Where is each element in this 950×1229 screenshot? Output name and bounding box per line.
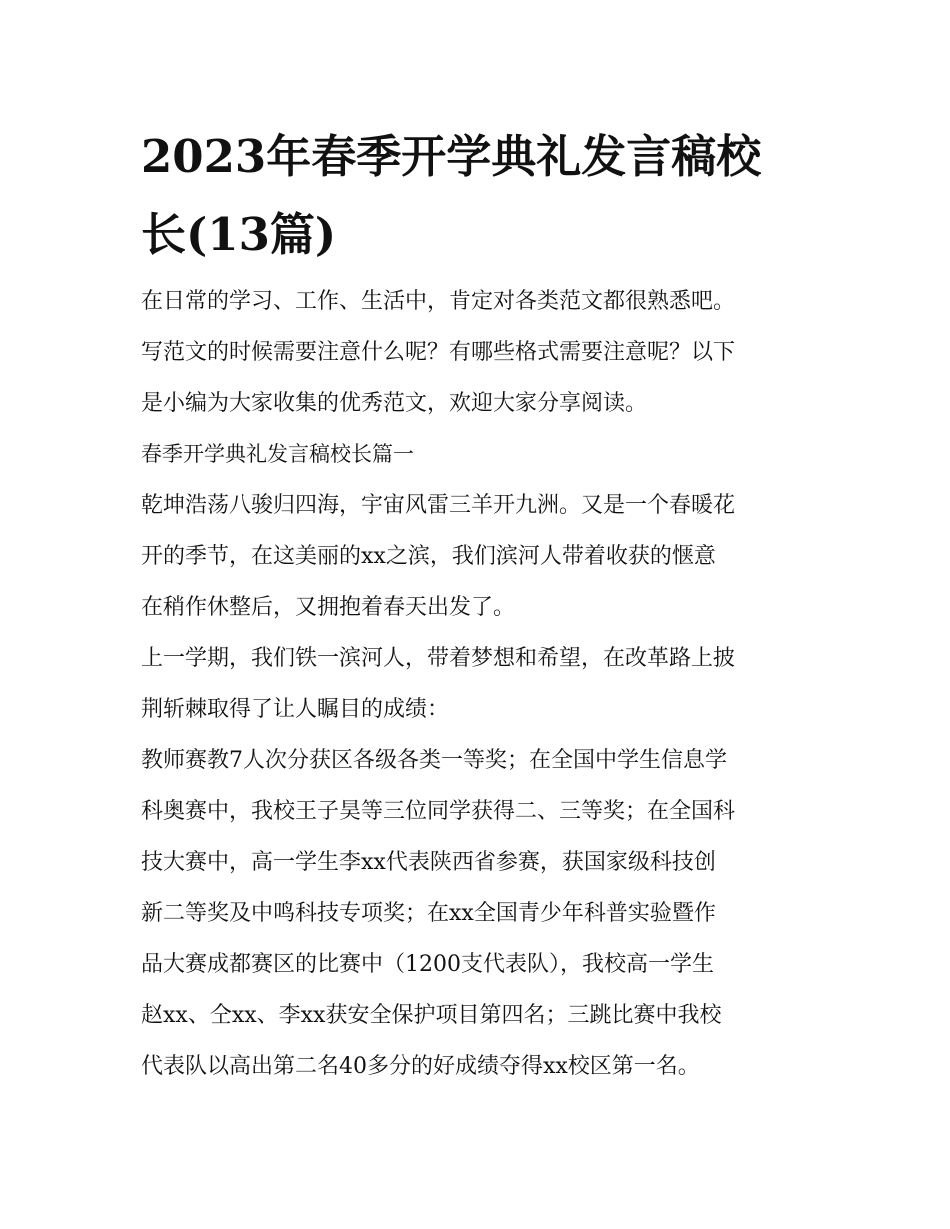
title-line: 长(13篇) bbox=[141, 208, 337, 261]
section-heading: 春季开学典礼发言稿校长篇一 bbox=[141, 442, 414, 466]
paragraph-line: 在稍作休整后，又拥抱着春天出发了。 bbox=[141, 595, 516, 620]
paragraph-line: 新二等奖及中鸣科技专项奖；在xx全国青少年科普实验暨作 bbox=[141, 901, 716, 926]
paragraph-line: 开的季节，在这美丽的xx之滨，我们滨河人带着收获的惬意 bbox=[141, 544, 716, 569]
paragraph-line: 荆斩棘取得了让人瞩目的成绩： bbox=[141, 697, 450, 722]
paragraph-line: 上一学期，我们铁一滨河人，带着梦想和希望，在改革路上披 bbox=[141, 646, 736, 671]
paragraph-line: 在日常的学习、工作、生活中，肯定对各类范文都很熟悉吧。 bbox=[141, 289, 736, 314]
paragraph-line: 教师赛教7人次分获区各级各类一等奖；在全国中学生信息学 bbox=[141, 748, 727, 773]
paragraph-line: 写范文的时候需要注意什么呢？有哪些格式需要注意呢？以下 bbox=[141, 340, 736, 365]
document-body bbox=[141, 276, 831, 1092]
paragraph-line: 赵xx、仝xx、李xx获安全保护项目第四名；三跳比赛中我校 bbox=[141, 1003, 722, 1028]
paragraph-line: 代表队以高出第二名40多分的好成绩夺得xx校区第一名。 bbox=[141, 1054, 700, 1079]
paragraph-line: 技大赛中，高一学生李xx代表陕西省参赛，获国家级科技创 bbox=[141, 850, 716, 875]
paragraph-line: 是小编为大家收集的优秀范文，欢迎大家分享阅读。 bbox=[141, 391, 648, 416]
document-title bbox=[141, 118, 821, 274]
paragraph-line: 品大赛成都赛区的比赛中（1200支代表队），我校高一学生 bbox=[141, 952, 714, 977]
title-line: 2023年春季开学典礼发言稿校 bbox=[141, 130, 762, 183]
paragraph-line: 科奥赛中，我校王子昊等三位同学获得二、三等奖；在全国科 bbox=[141, 799, 736, 824]
paragraph-line: 乾坤浩荡八骏归四海，宇宙风雷三羊开九洲。又是一个春暖花 bbox=[141, 493, 736, 518]
